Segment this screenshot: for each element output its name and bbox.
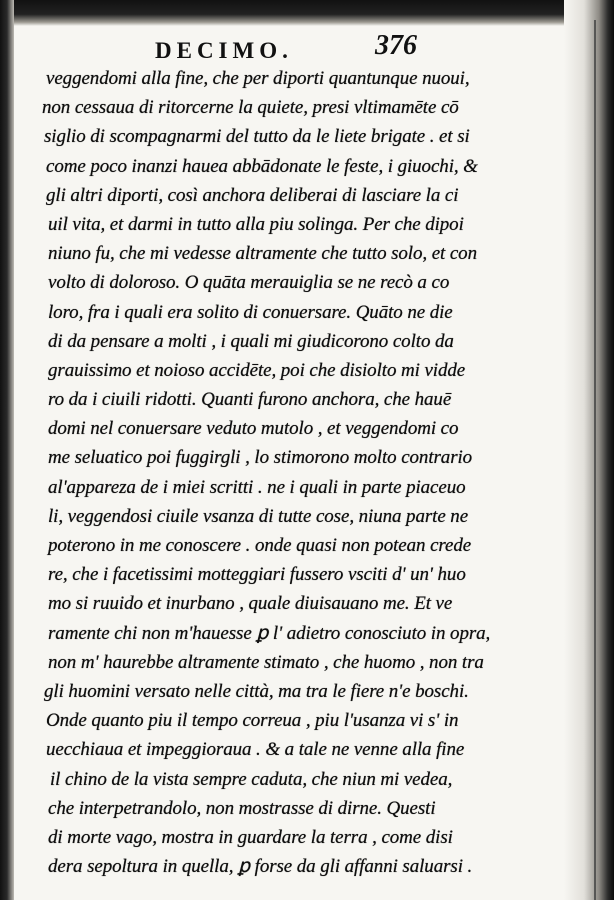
page-right-edge [564, 0, 614, 900]
text-line: ramente chi non m'hauesse ꝑ l' adietro conosciuto in opra, [48, 622, 491, 644]
text-line: Onde quanto piu il tempo correua , piu l'usanza vi s' in [46, 710, 459, 732]
body-text [40, 64, 570, 881]
text-line: uil vita, et darmi in tutto alla piu solinga. Per che dipoi [48, 213, 464, 235]
text-line: li, veggendosi ciuile vsanza di tutte cose, niuna parte ne [48, 505, 469, 527]
text-line: gli altri diporti, così anchora deliberai di lasciare la ci [46, 184, 459, 206]
text-line: grauissimo et noioso accidēte, poi che disiolto mi vidde [48, 359, 466, 381]
text-line: di da pensare a molti , i quali mi giudicorono colto da [48, 330, 454, 352]
text-line: che interpetrandolo, non mostrasse di dirne. Questi [48, 797, 436, 819]
text-line: re, che i facetissimi motteggiari fussero vsciti d' un' huo [48, 564, 466, 586]
text-line: non cessaua di ritorcerne la quiete, presi vltimamēte cō [42, 97, 459, 119]
text-line: siglio di scompagnarmi del tutto da le liete brigate . et si [44, 126, 470, 148]
page-left-edge [0, 0, 14, 900]
book-spine-line [594, 20, 596, 900]
text-line: domi nel conuersare veduto mutolo , et veggendomi co [48, 418, 459, 440]
text-line: non m' haurebbe altramente stimato , che huomo , non tra [48, 651, 484, 673]
text-line: di morte vago, mostra in guardare la terra , come disi [48, 826, 453, 848]
text-line: il chino de la vista sempre caduta, che niun mi vedea, [50, 768, 453, 790]
text-line: poterono in me conoscere . onde quasi non potean crede [48, 535, 472, 556]
text-line: loro, fra i quali era solito di conuersare. Quāto ne die [48, 301, 453, 323]
text-line: volto di doloroso. O quāta merauiglia se ne recò a co [48, 272, 450, 294]
text-line: uecchiaua et impeggioraua . & a tale ne venne alla fine [46, 739, 465, 761]
running-head: DECIMO. [155, 38, 293, 63]
text-line: niuno fu, che mi vedesse altramente che tutto solo, et con [48, 243, 477, 265]
text-line: veggendomi alla fine, che per diporti quantunque nuoui, [46, 68, 470, 89]
page-number: 376 [375, 30, 417, 61]
text-line: come poco inanzi hauea abbādonate le feste, i giuochi, & [46, 155, 478, 177]
text-line: dera sepoltura in quella, ꝑ forse da gli affanni saluarsi . [48, 856, 473, 878]
text-line: al'appareza de i miei scritti . ne i quali in parte piaceuo [48, 476, 466, 498]
page-top-edge [0, 0, 614, 26]
text-line: mo si ruuido et inurbano , quale diuisauano me. Et ve [48, 593, 453, 615]
text-line: me seluatico poi fuggirgli , lo stimorono molto contrario [48, 447, 473, 469]
text-line: gli huomini versato nelle città, ma tra le fiere n'e boschi. [44, 680, 469, 702]
text-line: ro da i ciuili ridotti. Quanti furono anchora, che hauē [48, 389, 452, 411]
